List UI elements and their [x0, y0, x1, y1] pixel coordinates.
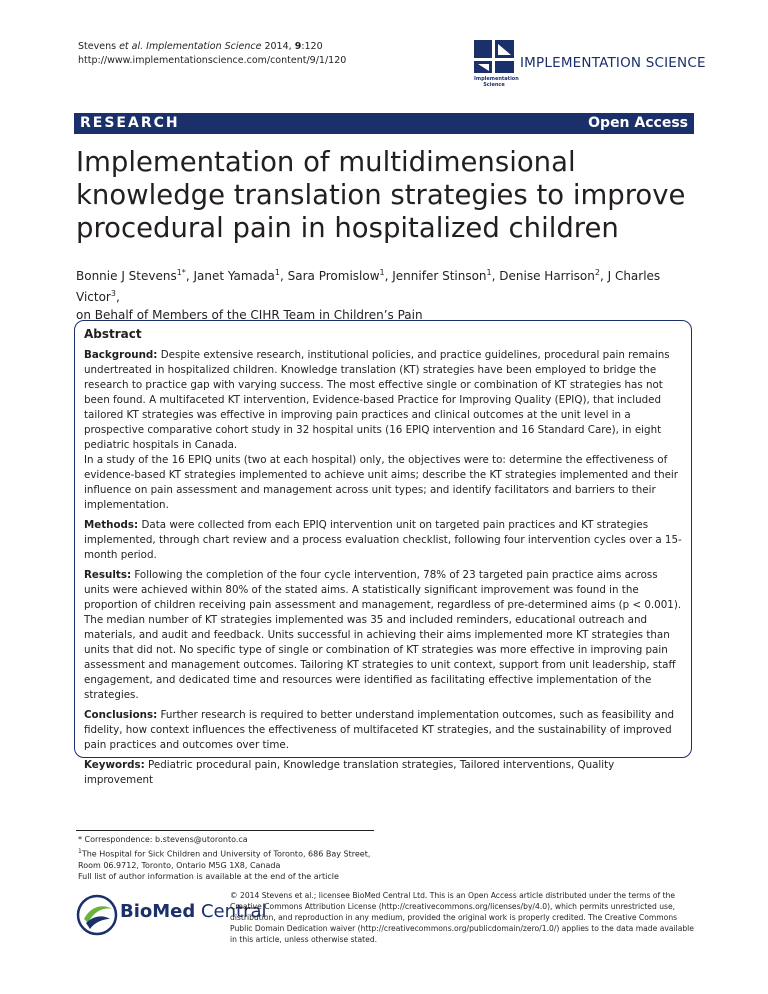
author-affiliation-mark: 3 [110, 289, 116, 298]
abstract-background: Background: Despite extensive research, institutional policies, and practice guidelines, procedural pain remains undertreated in hospitalized children. Knowledge translation (KT) strategies have been employed to bridge the research to practice gap with varying success. The most effective single or combination of KT strategies has not been found. A multifaceted KT intervention, Evidence-based Practice for Improving Quality (EPIQ), that included tailored KT strategies was effective in improving pain practices and clinical outcomes at the unit level in a prospective comparative cohort study in 32 hospital units (16 EPIQ intervention and 16 Standard Care), in eight pediatric hospitals in Canada. In a study of the 16 EPIQ units (two at each hospital) only, the objectives were to: determine the effectiveness of evidence-based KT strategies implemented to achieve unit aims; describe the KT strategies implemented and their influence on pain assessment and management across unit types; and identify facilitators and barriers to their implementation. [84, 349, 679, 511]
article-title: Implementation of multidimensional knowledge translation strategies to improve procedural pain in hospitalized children [76, 146, 686, 244]
journal-logo [474, 40, 724, 90]
author-affiliation-mark: 1 [274, 268, 280, 277]
abstract-box [74, 320, 692, 786]
author-list: Bonnie J Stevens$^{1*}$, Janet Yamada$^1$, Sara Promislow$^1$, Jennifer Stinson$^1$, Denise Harrison$^2$, J Charles Victor$^3$, on Behalf of Members of the CIHR Team in Children’s Pain [76, 268, 661, 322]
abstract-conclusions: Conclusions: Further research is required to better understand implementation outcomes, such as feasibility and fidelity, how context influences the effectiveness of multifaceted KT strategies, and the sustainability of improved pain practices and outcomes over time. [84, 709, 675, 751]
journal-name: IMPLEMENTATION SCIENCE [520, 55, 706, 71]
biomed-central-swoosh-icon [76, 893, 118, 937]
section-banner [74, 113, 694, 134]
affiliation-line: $^1$The Hospital for Sick Children and University of Toronto, 686 Bay Street, Room 06.9712, Toronto, Ontario M5G 1X8, Canada [78, 847, 371, 870]
correspondence-line[interactable]: * Correspondence: b.stevens@utoronto.ca [78, 835, 248, 844]
author-name[interactable]: J Charles Victor [76, 269, 661, 304]
abstract-heading: Abstract [84, 327, 142, 341]
author-name[interactable]: Bonnie J Stevens [76, 269, 177, 283]
abstract-keywords: Keywords: Pediatric procedural pain, Knowledge translation strategies, Tailored interventions, Quality improvement [84, 759, 615, 786]
abstract-results: Results: Following the completion of the four cycle intervention, 78% of 23 targeted pain practice aims across units were achieved within 80% of the stated aims. A statistically significant improvement was found in the proportion of children receiving pain assessment and management, regardless of pre-determined aims (p < 0.001). The median number of KT strategies implemented was 35 and included reminders, educational outreach and materials, and audit and feedback. Units successful in achieving their aims implemented more KT strategies than units that did not. No specific type of single or combination of KT strategies was more effective in improving pain assessment and management outcomes. Tailoring KT strategies to unit context, support from unit leadership, staff engagement, and dedicated time and resources were identified as facilitating effective implementation of the strategies. [84, 569, 682, 701]
author-name[interactable]: Sara Promislow [287, 269, 380, 283]
author-info-note: Full list of author information is available at the end of the article [78, 872, 339, 882]
journal-logo-subtext: Implementation Science [474, 76, 519, 88]
article-type-label: RESEARCH [80, 115, 180, 131]
citation-line: Stevens et al. Implementation Science 2014, 9:120 [78, 41, 323, 52]
biomed-central-logo [76, 893, 267, 937]
author-group: on Behalf of Members of the CIHR Team in Children’s Pain [76, 308, 423, 322]
footnote-block [78, 834, 378, 883]
implementation-science-logo-icon [474, 40, 514, 80]
footnote-divider [76, 830, 374, 831]
citation-url-link[interactable]: http://www.implementationscience.com/content/9/1/120 [78, 55, 347, 66]
author-name[interactable]: Jennifer Stinson [392, 269, 487, 283]
author-affiliation-mark: 1 [379, 268, 385, 277]
author-name[interactable]: Denise Harrison [499, 269, 595, 283]
author-affiliation-mark: 2 [594, 268, 600, 277]
author-affiliation-mark: 1* [176, 268, 186, 277]
author-affiliation-mark: 1 [486, 268, 492, 277]
abstract-methods: Methods: Data were collected from each EPIQ intervention unit on targeted pain practices and KT strategies implemented, through chart review and a process evaluation checklist, following four intervention cycles over a 15-month period. [84, 519, 682, 561]
citation-block [78, 40, 346, 68]
author-name[interactable]: Janet Yamada [193, 269, 275, 283]
biomed-central-wordmark: BioMed Central [120, 901, 267, 922]
abstract-content [84, 327, 682, 793]
license-text: © 2014 Stevens et al.; licensee BioMed Central Ltd. This is an Open Access article distributed under the terms of the Creative Commons Attribution License (http://creativecommons.org/licenses/by/4.0), which permits unrestricted use, distribution, and reproduction in any medium, provided the original work is properly credited. The Creative Commons Public Domain Dedication waiver (http://creativecommons.org/publicdomain/zero/1.0/) applies to the data made available in this article, unless otherwise stated. [230, 891, 694, 944]
open-access-label: Open Access [588, 115, 688, 131]
